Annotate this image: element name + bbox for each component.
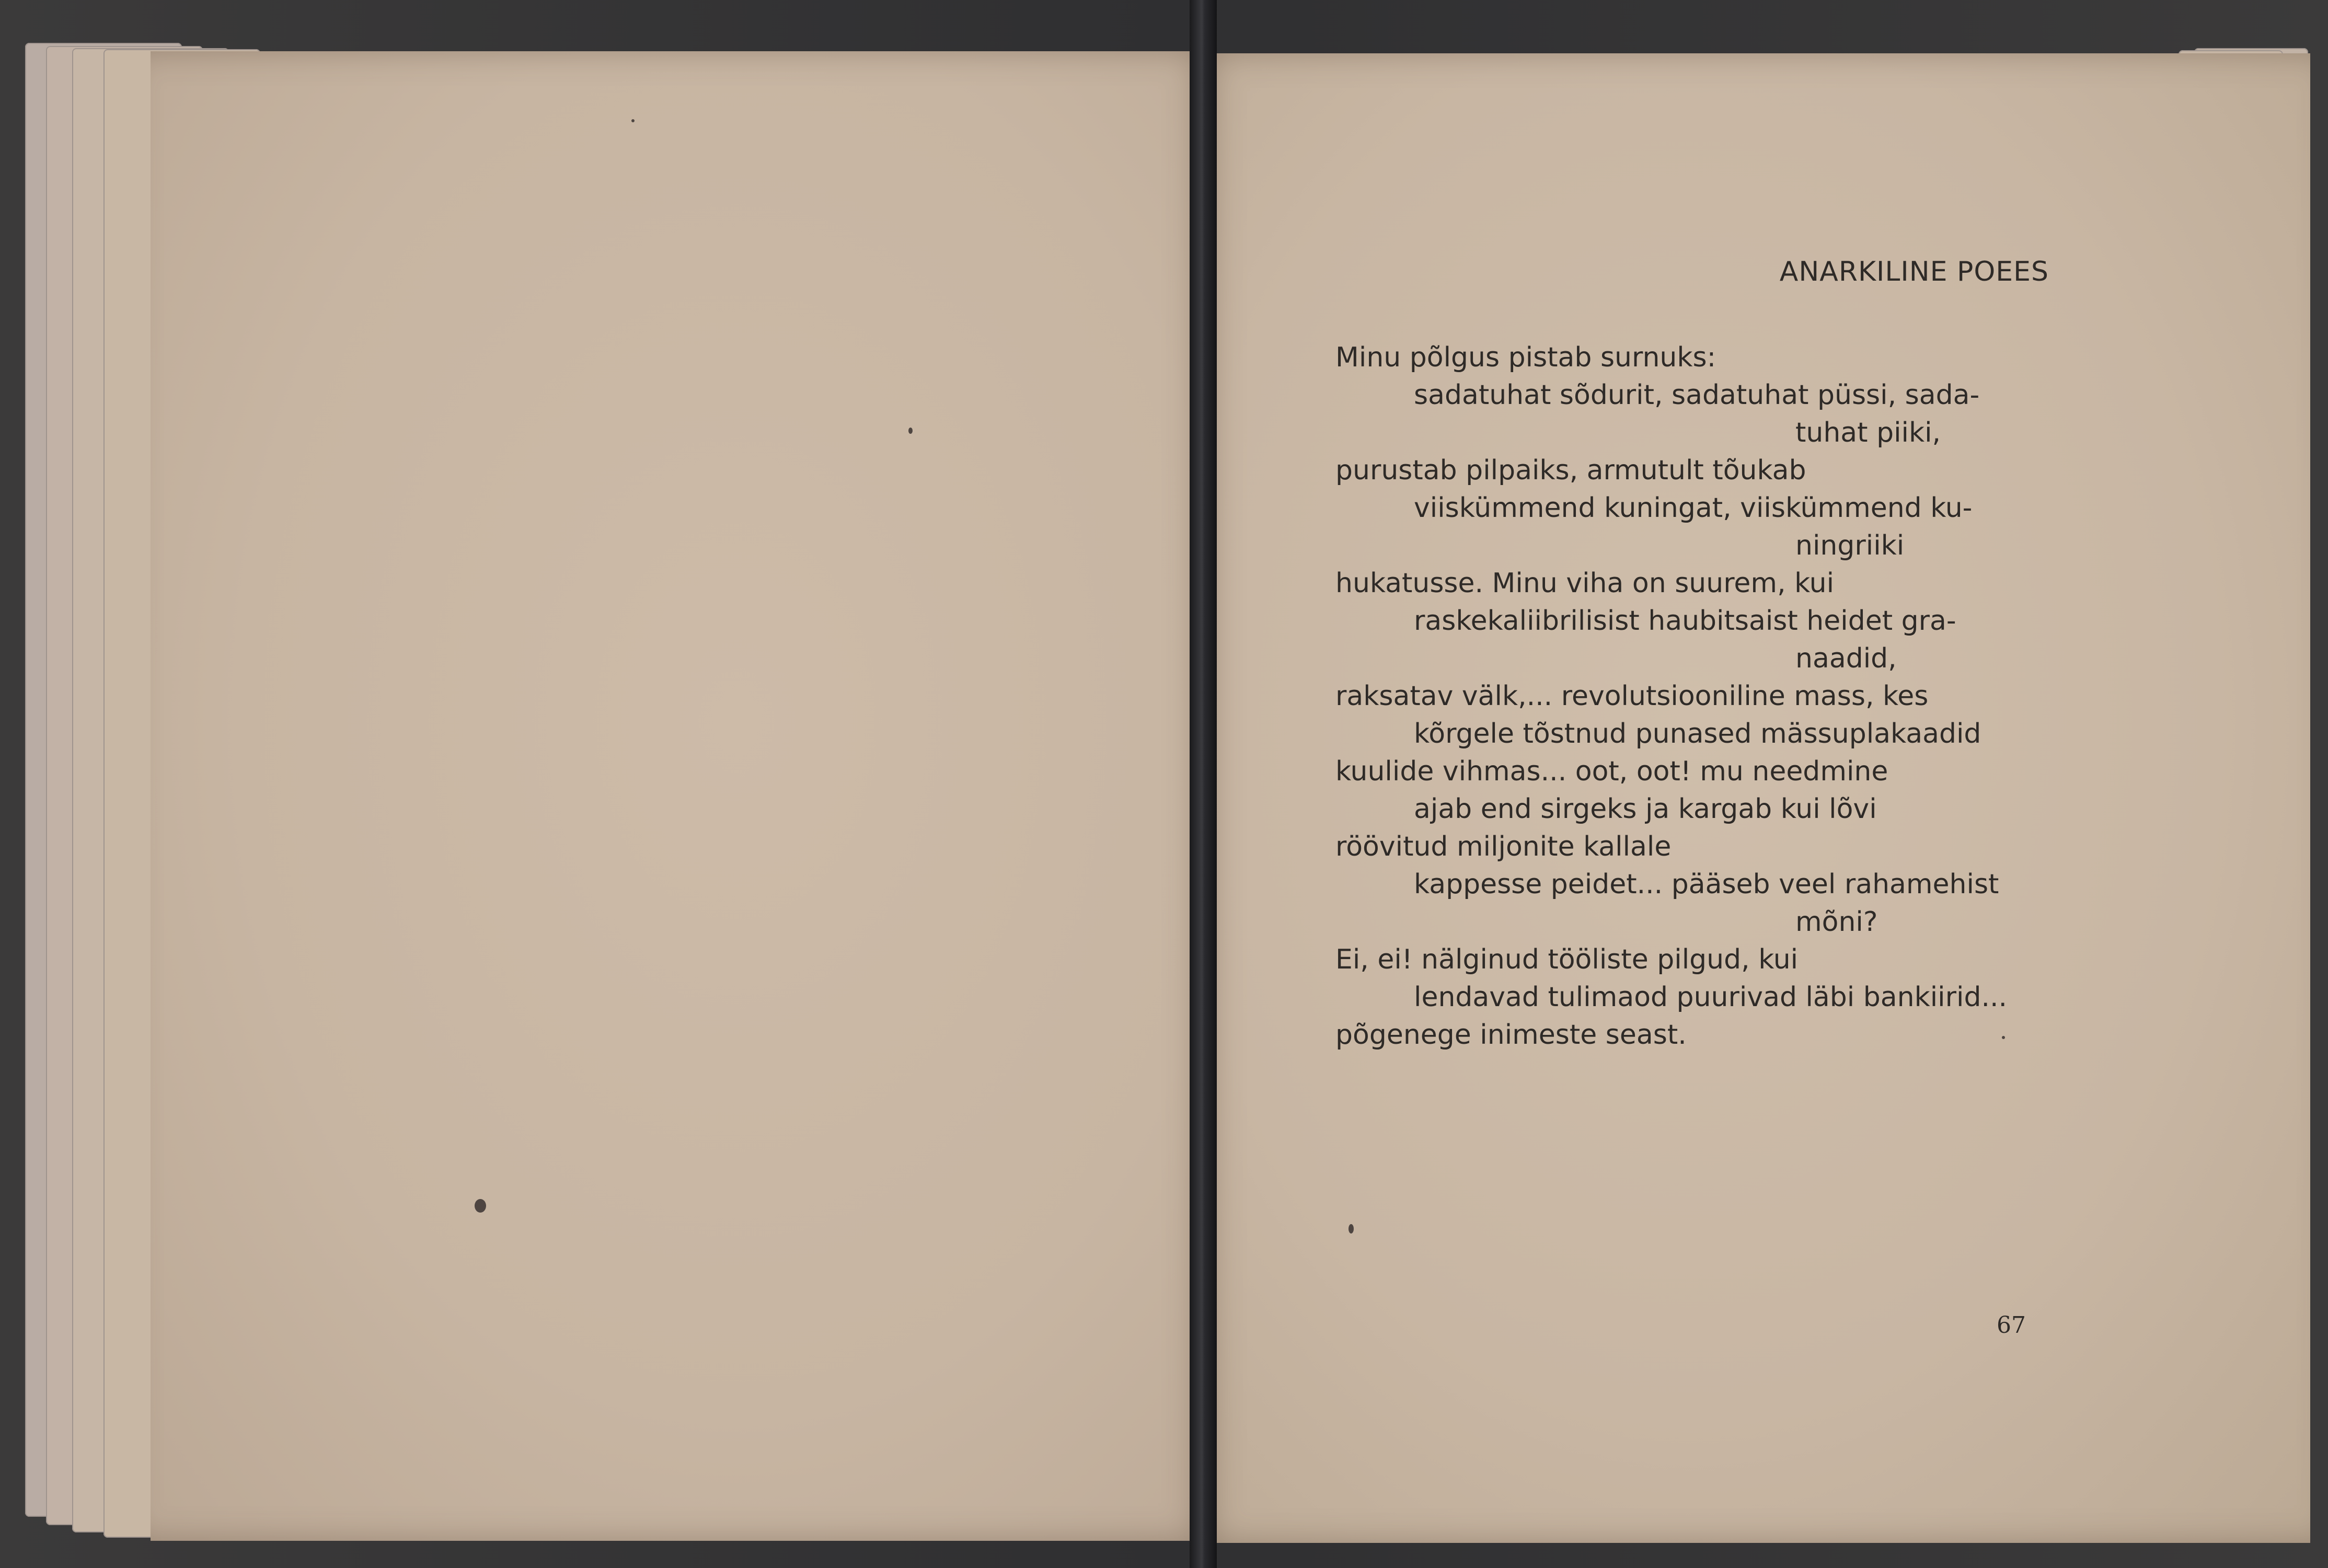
- poem-line: tuhat piiki,: [1795, 417, 1941, 448]
- poem-line: põgenege inimeste seast.: [1335, 1019, 1687, 1051]
- book-spine: [1190, 0, 1217, 1568]
- poem-line: hukatusse. Minu viha on suurem, kui: [1335, 568, 1835, 599]
- poem-line: viiskümmend kuningat, viiskümmend ku-: [1414, 492, 1973, 524]
- poem-line: kappesse peidet... pääseb veel rahamehist: [1414, 869, 1999, 900]
- poem-line: Minu põlgus pistab surnuks:: [1335, 342, 1716, 373]
- poem-line: raksatav välk,... revolutsiooniline mass, kes: [1335, 681, 1929, 712]
- poem-line: raskekaliibrilisist haubitsaist heidet gra-: [1414, 605, 1956, 637]
- poem-line: lendavad tulimaod puurivad läbi bankiirid...: [1414, 982, 2008, 1013]
- poem-line: sadatuhat sõdurit, sadatuhat püssi, sada-: [1414, 379, 1980, 411]
- poem-line: ajab end sirgeks ja kargab kui lõvi: [1414, 793, 1877, 825]
- left-page: [151, 51, 1217, 1541]
- poem-line: kuulide vihmas... oot, oot! mu needmine: [1335, 756, 1888, 787]
- poem-line: purustab pilpaiks, armutult tõukab: [1335, 455, 1806, 486]
- poem-text: [1335, 339, 2093, 1054]
- poem-line: kõrgele tõstnud punased mässuplakaadid: [1414, 718, 1981, 750]
- poem-line: röövitud miljonite kallale: [1335, 831, 1672, 862]
- poem-title: ANARKILINE POEES: [1779, 256, 2049, 287]
- poem-line: mõni?: [1795, 906, 1878, 938]
- paper-speck: [1349, 1224, 1354, 1233]
- poem-line: naadid,: [1795, 643, 1897, 674]
- paper-speck: [475, 1199, 486, 1213]
- poem-line: Ei, ei! nälginud tööliste pilgud, kui: [1335, 944, 1799, 975]
- paper-speck: [908, 428, 913, 434]
- paper-speck: [631, 119, 635, 122]
- page-number: 67: [1997, 1312, 2026, 1339]
- poem-line: ningriiki: [1795, 530, 1905, 561]
